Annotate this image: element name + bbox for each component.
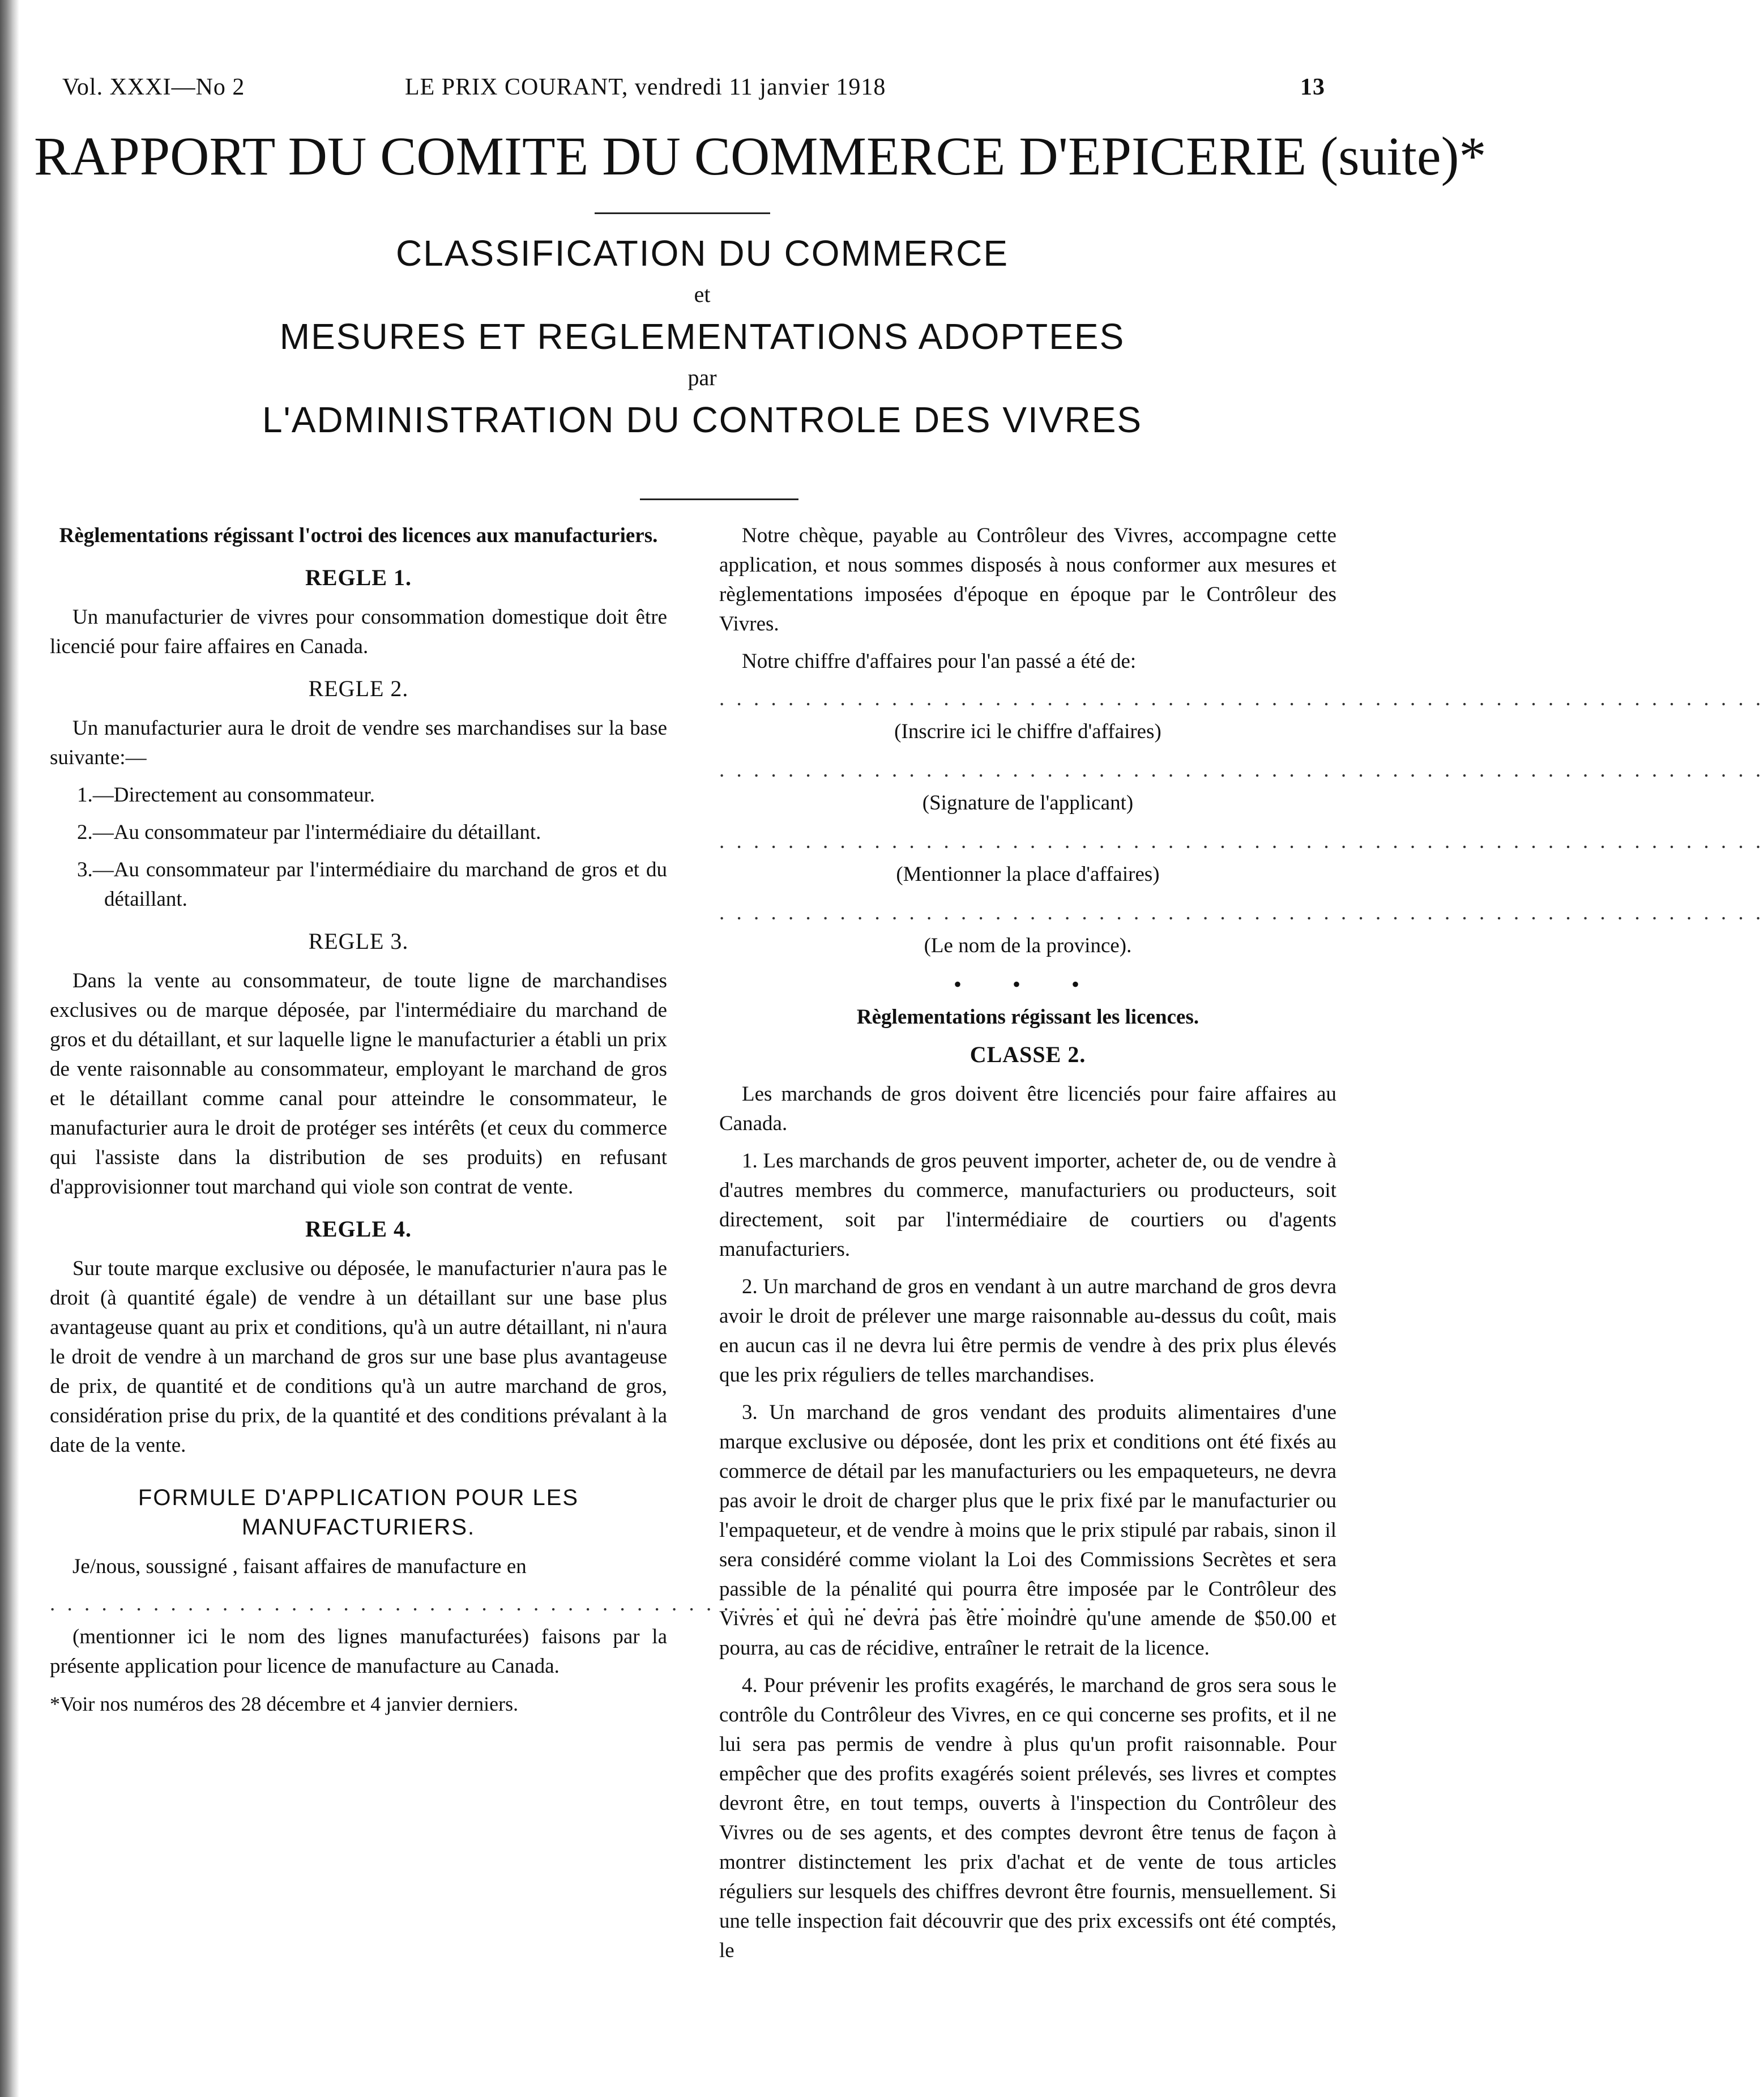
class-2-intro: Les marchands de gros doivent être licenciés pour faire affaires au Canada.	[719, 1082, 1336, 1135]
form-continuation-2: Notre chiffre d'affaires pour l'an passé a été de:	[742, 650, 1137, 673]
heading-divider	[640, 498, 798, 500]
rule-1-title: REGLE 1.	[305, 565, 412, 590]
rule-2-item: 2.—Au consommateur par l'intermédiaire du détaillant.	[77, 821, 541, 844]
class-2-title: CLASSE 2.	[969, 1042, 1086, 1067]
class-2-item: 1. Les marchands de gros peuvent importer, acheter de, ou de vendre à d'autres membres du commerce, manufacturiers ou producteurs, soit directement, soit par l'intermédiaire de courtiers ou d'agents manufacturiers.	[719, 1149, 1336, 1261]
volume-number: Vol. XXXI—No 2	[62, 74, 245, 100]
scanned-page-edge	[0, 0, 19, 2097]
section-title-licences: Règlementations régissant les licences.	[856, 1005, 1199, 1029]
rule-4-title: REGLE 4.	[305, 1216, 412, 1242]
subheading-connector-2: par	[687, 365, 717, 390]
rule-3-text: Dans la vente au consommateur, de toute ligne de marchandises exclusives ou de marque déposée, par l'intermédiaire du marchand de gros et du détaillant, et sur laquelle ligne le manufacturier a établi un prix de vente raisonnable au consommateur, employant le marchand de gros et le détaillant comme canal pour atteindre le consommateur, le manufacturier aura le droit de protéger ses intérêts (et ceux du commerce qui l'assiste dans la distribution de ses produits) en refusant d'approvisionner tout marchand qui viole son contrat de vente.	[50, 969, 667, 1199]
section-separator-bullets: • • •	[953, 971, 1102, 997]
rule-2-item: 1.—Directement au consommateur.	[77, 783, 375, 807]
page-number: 13	[1300, 74, 1325, 100]
main-title: RAPPORT DU COMITE DU COMMERCE D'EPICERIE (suite)*	[34, 126, 1487, 186]
rule-4-text: Sur toute marque exclusive ou déposée, le manufacturier n'aura pas le droit (à quantité égale) de vendre à un détaillant sur une base plus avantageuse quant au prix et conditions, qu'à un autre détaillant, ni n'aura le droit de vendre à un marchand de gros sur une base plus avantageuse de prix, de quantité et de conditions qu'à un autre marchand de gros, considération prise du prix, de la quantité et des conditions prévalant à la date de la vente.	[50, 1257, 667, 1457]
class-2-item: 4. Pour prévenir les profits exagérés, le marchand de gros sera sous le contrôle du Contrôleur des Vivres, en ce qui concerne ses profits, et il ne lui sera pas permis de vendre à plus qu'un profit raisonnable. Pour empêcher que des profits exagérés soient prélevés, ses livres et comptes devront être, en tout temps, ouverts à l'inspection du Contrôleur des Vivres ou de ses agents, et des comptes devront être tenus de façon à montrer distinctement les prix d'achat et de vente de tous articles réguliers sur lesquels des chiffres devront être fournis, mensuellement. Si une telle inspection fait découvrir que des prix excessifs ont été comptés, le	[719, 1674, 1336, 1962]
subheading-line-2: MESURES ET REGLEMENTATIONS ADOPTEES	[279, 316, 1125, 357]
form-dotted-line: . . . . . . . . . . . . . . . . . . . . . . . . . . . . . . . . . . . . . . . . . . . . . . . . . . . . . . . . . . . . .	[719, 758, 1764, 782]
class-2-item: 2. Un marchand de gros en vendant à un autre marchand de gros devra avoir le droit de prélever une marge raisonnable au-dessus du coût, mais en aucun cas il ne devra lui être permis de vendre à des prix plus élevés que les prix réguliers de telles marchandises.	[719, 1275, 1336, 1387]
form-field-caption: (Mentionner la place d'affaires)	[896, 863, 1160, 886]
rule-2-item: 3.—Au consommateur par l'intermédiaire du marchand de gros et du détaillant.	[77, 858, 667, 911]
subheading-block	[57, 232, 1348, 441]
form-dotted-line: . . . . . . . . . . . . . . . . . . . . . . . . . . . . . . . . . . . . . . . . . . . . . . . . . . . . . . . . . . . . .	[719, 901, 1764, 924]
rule-3-title: REGLE 3.	[308, 928, 409, 954]
form-field-caption: (Signature de l'applicant)	[922, 791, 1134, 815]
rule-1-text: Un manufacturier de vivres pour consommation domestique doit être licencié pour faire affaires en Canada.	[50, 606, 667, 658]
rule-2-title: REGLE 2.	[308, 676, 409, 701]
form-intro: Je/nous, soussigné , faisant affaires de manufacture en	[72, 1555, 527, 1578]
form-note: (mentionner ici le nom des lignes manufacturées) faisons par la présente application pour licence de manufacture au Canada.	[50, 1625, 667, 1678]
form-dotted-line: . . . . . . . . . . . . . . . . . . . . . . . . . . . . . . . . . . . . . . . . . . . . . . . . . . . . . . . . . . . . .	[50, 1592, 1095, 1616]
rule-2-text: Un manufacturier aura le droit de vendre ses marchandises sur la base suivante:—	[50, 717, 667, 769]
form-continuation-1: Notre chèque, payable au Contrôleur des Vivres, accompagne cette application, et nous sommes disposés à nous conformer aux mesures et règlementations imposées d'époque en époque par le Contrôleur des Vivres.	[719, 524, 1336, 636]
form-field-caption: (Inscrire ici le chiffre d'affaires)	[894, 720, 1161, 743]
title-divider	[595, 212, 770, 214]
form-dotted-line: . . . . . . . . . . . . . . . . . . . . . . . . . . . . . . . . . . . . . . . . . . . . . . . . . . . . . . . . . . . . .	[719, 830, 1764, 853]
subheading-connector-1: et	[694, 282, 711, 307]
section-title-manufacturers: Règlementations régissant l'octroi des licences aux manufacturiers.	[59, 524, 658, 547]
subheading-line-1: CLASSIFICATION DU COMMERCE	[396, 233, 1009, 274]
right-column	[719, 521, 1764, 1974]
form-field-caption: (Le nom de la province).	[924, 934, 1132, 957]
class-2-item: 3. Un marchand de gros vendant des produits alimentaires d'une marque exclusive ou déposée, dont les prix et conditions ont été fixés au commerce de détail par les manufacturiers ou les empaqueteurs, ne devra pas avoir le droit de charger plus que le prix fixé par le manufacturier ou l'empaqueteur, et de vendre à moins que le prix stipulé par rabais, sinon il sera considéré comme violant la Loi des Commissions Secrètes et sera passible de la pénalité qui pourra être imposée par le Contrôleur des Vivres et qui ne devra pas être moindre qu'une amende de $50.00 et pourra, au cas de récidive, entraîner le retrait de la licence.	[719, 1401, 1336, 1660]
footnote: *Voir nos numéros des 28 décembre et 4 janvier derniers.	[50, 1693, 519, 1715]
form-dotted-line: . . . . . . . . . . . . . . . . . . . . . . . . . . . . . . . . . . . . . . . . . . . . . . . . . . . . . . . . . . . . .	[719, 687, 1764, 710]
form-title: FORMULE D'APPLICATION POUR LES MANUFACTURIERS.	[138, 1485, 579, 1540]
running-header	[62, 74, 1325, 113]
publication-dateline: LE PRIX COURANT, vendredi 11 janvier 1918	[405, 74, 886, 100]
subheading-line-3: L'ADMINISTRATION DU CONTROLE DES VIVRES	[262, 399, 1143, 440]
